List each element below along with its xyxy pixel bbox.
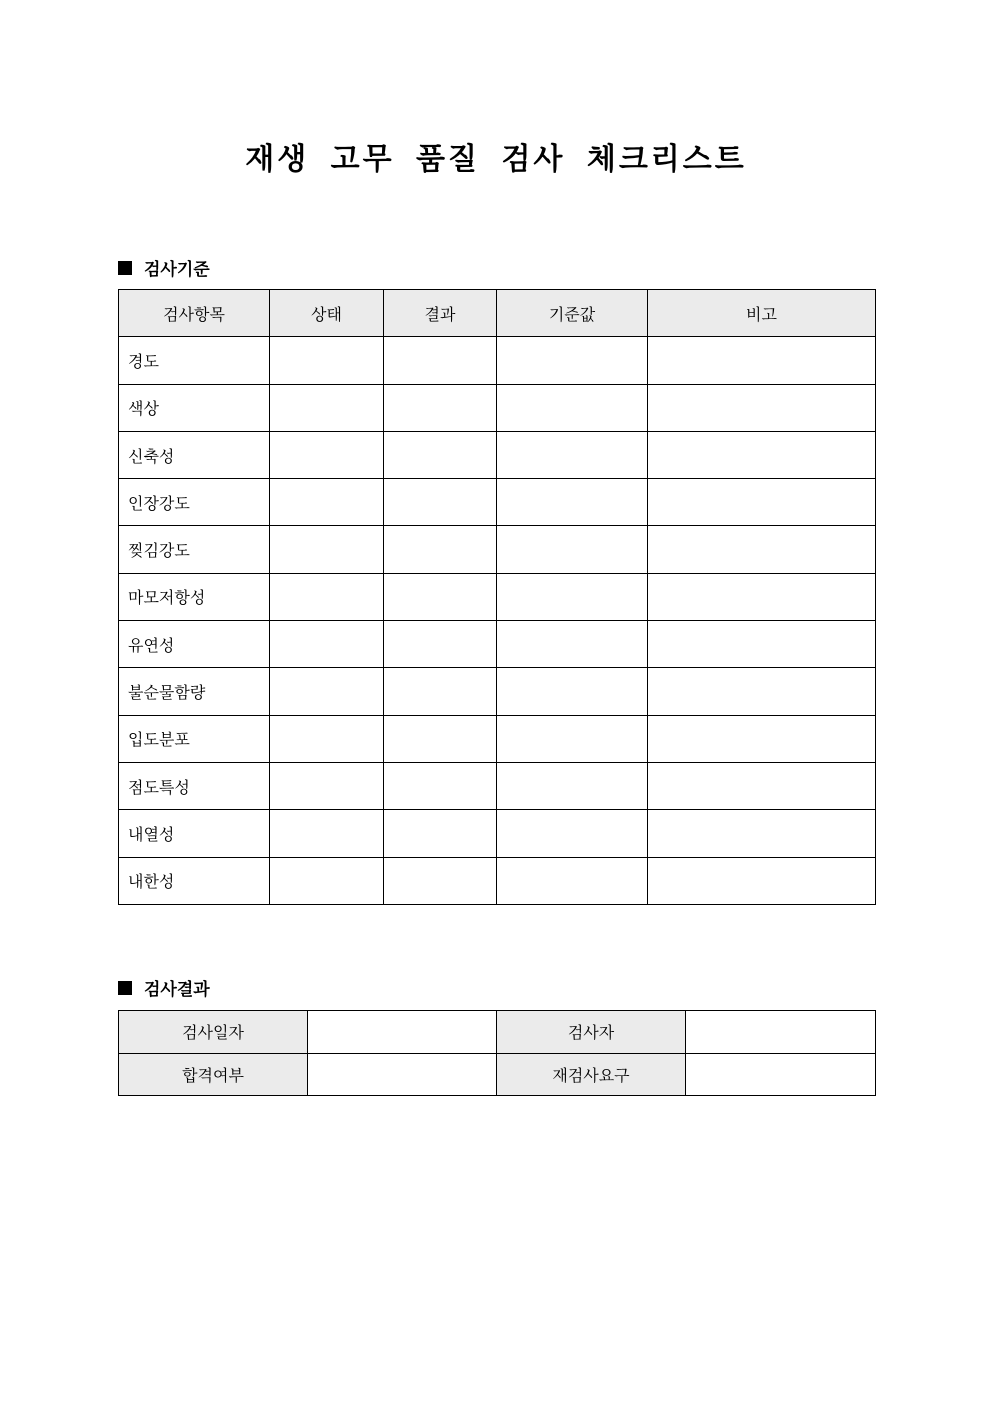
- inspector-field[interactable]: [686, 1011, 876, 1054]
- inspector-label: 검사자: [497, 1011, 686, 1054]
- status-cell[interactable]: [270, 857, 384, 904]
- table-row: [119, 668, 876, 715]
- status-cell[interactable]: [270, 384, 384, 431]
- inspection-date-field[interactable]: [308, 1011, 497, 1054]
- result-cell[interactable]: [384, 668, 497, 715]
- square-bullet-icon: [118, 981, 132, 995]
- item-cell: 마모저항성: [119, 573, 270, 620]
- status-cell[interactable]: [270, 668, 384, 715]
- result-section-heading: [118, 975, 210, 1000]
- table-row: [119, 337, 876, 384]
- result-cell[interactable]: [384, 621, 497, 668]
- item-cell: 점도특성: [119, 762, 270, 809]
- col-header-status: 상태: [270, 290, 384, 337]
- item-cell: 유연성: [119, 621, 270, 668]
- item-cell: 내열성: [119, 810, 270, 857]
- status-cell[interactable]: [270, 715, 384, 762]
- status-cell[interactable]: [270, 526, 384, 573]
- item-cell: 신축성: [119, 431, 270, 478]
- result-cell[interactable]: [384, 573, 497, 620]
- result-cell[interactable]: [384, 810, 497, 857]
- result-cell[interactable]: [384, 715, 497, 762]
- note-cell[interactable]: [648, 810, 876, 857]
- table-row: [119, 573, 876, 620]
- note-cell[interactable]: [648, 479, 876, 526]
- status-cell[interactable]: [270, 621, 384, 668]
- status-cell[interactable]: [270, 810, 384, 857]
- standard-cell[interactable]: [497, 384, 648, 431]
- standard-cell[interactable]: [497, 715, 648, 762]
- status-cell[interactable]: [270, 762, 384, 809]
- table-row: [119, 479, 876, 526]
- item-cell: 불순물함량: [119, 668, 270, 715]
- table-row: [119, 621, 876, 668]
- standard-cell[interactable]: [497, 337, 648, 384]
- note-cell[interactable]: [648, 857, 876, 904]
- status-cell[interactable]: [270, 479, 384, 526]
- result-cell[interactable]: [384, 857, 497, 904]
- col-header-standard: 기준값: [497, 290, 648, 337]
- item-cell: 내한성: [119, 857, 270, 904]
- note-cell[interactable]: [648, 526, 876, 573]
- criteria-heading-text: 검사기준: [144, 260, 210, 280]
- item-cell: 찢김강도: [119, 526, 270, 573]
- table-row: [119, 810, 876, 857]
- result-cell[interactable]: [384, 337, 497, 384]
- standard-cell[interactable]: [497, 762, 648, 809]
- table-row: [119, 1053, 876, 1096]
- standard-cell[interactable]: [497, 668, 648, 715]
- status-cell[interactable]: [270, 431, 384, 478]
- result-cell[interactable]: [384, 479, 497, 526]
- standard-cell[interactable]: [497, 573, 648, 620]
- criteria-section-heading: [118, 255, 210, 280]
- criteria-header-row: [119, 290, 876, 337]
- table-row: [119, 1011, 876, 1054]
- item-cell: 인장강도: [119, 479, 270, 526]
- result-cell[interactable]: [384, 762, 497, 809]
- result-cell[interactable]: [384, 384, 497, 431]
- item-cell: 입도분포: [119, 715, 270, 762]
- table-row: [119, 857, 876, 904]
- reinspection-field[interactable]: [686, 1053, 876, 1096]
- standard-cell[interactable]: [497, 479, 648, 526]
- status-cell[interactable]: [270, 337, 384, 384]
- table-row: [119, 715, 876, 762]
- square-bullet-icon: [118, 261, 132, 275]
- result-table: [118, 1010, 876, 1096]
- reinspection-label: 재검사요구: [497, 1053, 686, 1096]
- pass-fail-field[interactable]: [308, 1053, 497, 1096]
- status-cell[interactable]: [270, 573, 384, 620]
- table-row: [119, 762, 876, 809]
- item-cell: 색상: [119, 384, 270, 431]
- note-cell[interactable]: [648, 573, 876, 620]
- col-header-note: 비고: [648, 290, 876, 337]
- note-cell[interactable]: [648, 384, 876, 431]
- note-cell[interactable]: [648, 762, 876, 809]
- pass-fail-label: 합격여부: [119, 1053, 308, 1096]
- note-cell[interactable]: [648, 715, 876, 762]
- item-cell: 경도: [119, 337, 270, 384]
- result-cell[interactable]: [384, 431, 497, 478]
- inspection-date-label: 검사일자: [119, 1011, 308, 1054]
- standard-cell[interactable]: [497, 857, 648, 904]
- note-cell[interactable]: [648, 337, 876, 384]
- table-row: [119, 431, 876, 478]
- result-cell[interactable]: [384, 526, 497, 573]
- table-row: [119, 526, 876, 573]
- note-cell[interactable]: [648, 668, 876, 715]
- result-heading-text: 검사결과: [144, 980, 210, 1000]
- note-cell[interactable]: [648, 621, 876, 668]
- col-header-result: 결과: [384, 290, 497, 337]
- standard-cell[interactable]: [497, 431, 648, 478]
- standard-cell[interactable]: [497, 526, 648, 573]
- page-title: 재생 고무 품질 검사 체크리스트: [245, 142, 747, 177]
- note-cell[interactable]: [648, 431, 876, 478]
- col-header-item: 검사항목: [119, 290, 270, 337]
- criteria-table: [118, 289, 876, 905]
- table-row: [119, 384, 876, 431]
- standard-cell[interactable]: [497, 810, 648, 857]
- standard-cell[interactable]: [497, 621, 648, 668]
